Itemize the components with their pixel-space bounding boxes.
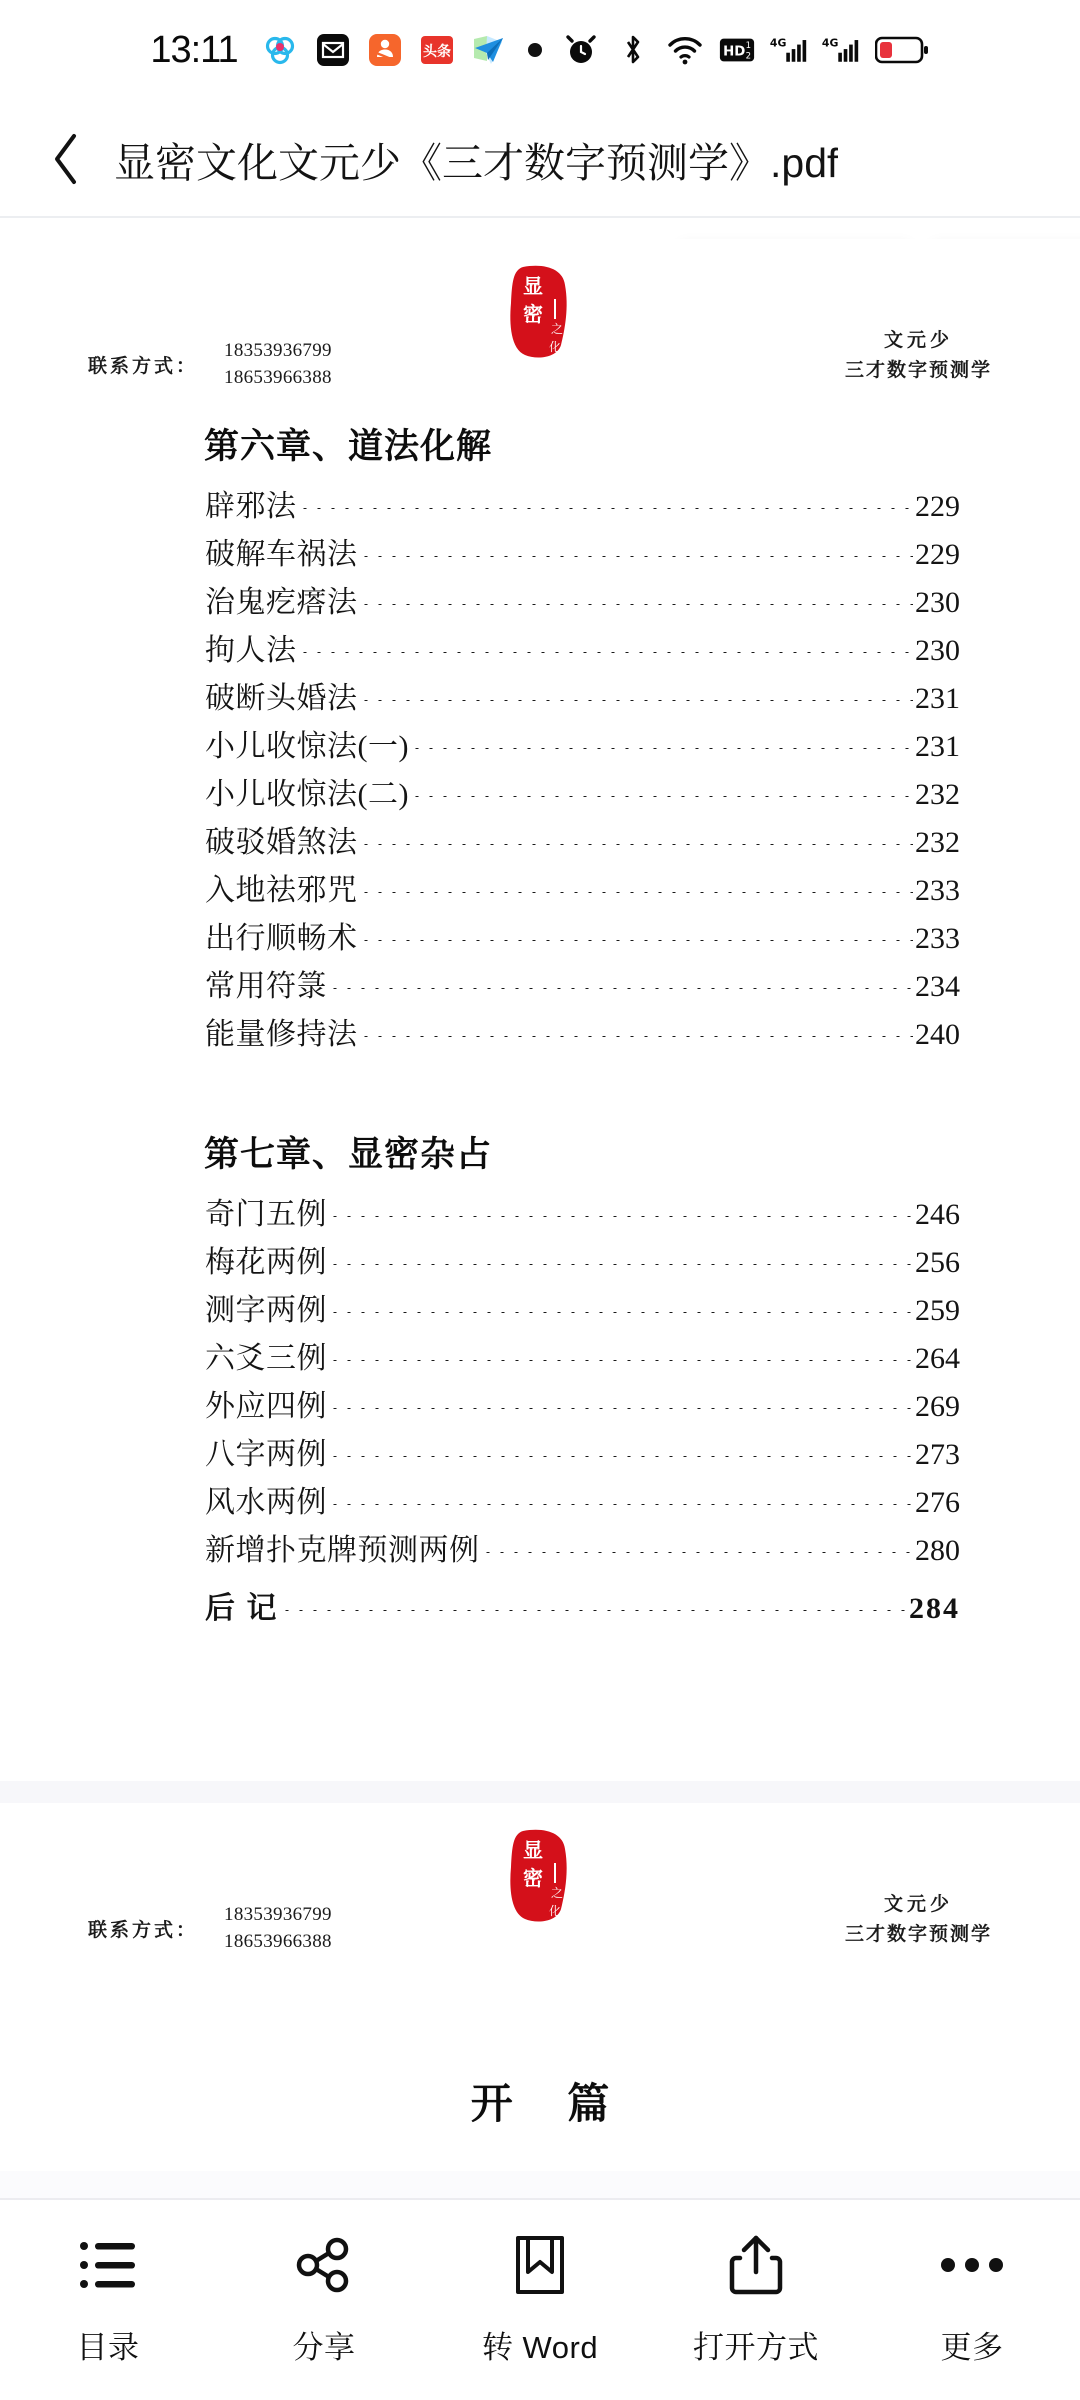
svg-text:HD: HD	[722, 44, 745, 60]
toc-row[interactable]	[205, 1525, 960, 1573]
toc-leader-dots	[359, 556, 914, 557]
toolbar-item-open-with[interactable]	[648, 2230, 864, 2367]
toc-page: 269	[915, 1390, 960, 1423]
toc-label: 小儿收惊法(二)	[205, 778, 409, 811]
phone-2: 18653966388	[224, 367, 332, 389]
toc-page: 234	[915, 970, 960, 1003]
toc-leader-dots	[328, 1216, 913, 1217]
mail-icon	[314, 31, 352, 69]
signal-4g-2-icon	[822, 31, 860, 69]
toc-leader-dots	[328, 1408, 913, 1409]
share-icon	[289, 2230, 359, 2300]
toolbar-label: 更多	[940, 2330, 1004, 2365]
toc-label: 六爻三例	[205, 1342, 327, 1375]
bluetooth-icon	[614, 31, 652, 69]
page-separator	[0, 1781, 1080, 1803]
toc-page: 273	[915, 1438, 960, 1471]
toc-row[interactable]	[205, 481, 960, 529]
toc-row[interactable]	[205, 1333, 960, 1381]
svg-text:4G: 4G	[821, 36, 839, 50]
toc-page: 264	[915, 1342, 960, 1375]
toc-row[interactable]	[205, 529, 960, 577]
toc-page: 256	[915, 1246, 960, 1279]
page-header-right	[845, 326, 992, 389]
author-name: 文元少	[883, 1894, 953, 1916]
svg-text:头条: 头条	[422, 44, 451, 60]
toc-leader-dots	[481, 1552, 914, 1553]
red-seal-stamp-icon	[503, 1827, 577, 1925]
contact-label: 联系方式：	[88, 1920, 199, 1942]
toc-label: 外应四例	[205, 1390, 327, 1423]
toolbar-item-catalog[interactable]	[0, 2230, 216, 2367]
svg-text:之: 之	[550, 322, 564, 336]
toc-label: 八字两例	[205, 1438, 327, 1471]
toc-page: 229	[915, 490, 960, 523]
toc-page: 246	[915, 1198, 960, 1231]
toc-leader-dots	[328, 1312, 913, 1313]
svg-text:之: 之	[550, 1886, 564, 1900]
contact-numbers	[224, 340, 332, 389]
toc-label: 后 记	[205, 1592, 279, 1625]
toolbar-item-to-word[interactable]	[432, 2230, 648, 2367]
book-name: 三才数字预测学	[844, 1923, 992, 1945]
toc-page: 231	[915, 730, 960, 763]
title-bar	[0, 100, 1080, 218]
toc-label: 出行顺畅术	[205, 922, 358, 955]
toc-leader-dots	[298, 508, 914, 509]
chapter-heading: 第七章、显密杂占	[204, 1135, 493, 1174]
toc-page: 229	[915, 538, 960, 571]
red-seal-stamp-icon	[503, 263, 577, 361]
author-name: 文元少	[883, 330, 953, 352]
document-title: 显密文化文元少《三才数字预测学》.pdf	[114, 139, 839, 186]
toc-label: 新增扑克牌预测两例	[205, 1534, 480, 1567]
contact-numbers	[224, 1904, 332, 1953]
table-of-contents	[0, 389, 1080, 1631]
toc-label: 能量修持法	[205, 1018, 358, 1051]
toc-label: 入地祛邪咒	[205, 874, 358, 907]
contact-block	[88, 340, 332, 389]
toc-label: 测字两例	[205, 1294, 327, 1327]
toc-leader-dots	[328, 1360, 913, 1361]
toc-leader-dots	[359, 1036, 914, 1037]
pdf-page-viewport[interactable]	[0, 239, 1080, 2198]
book-name: 三才数字预测学	[844, 359, 992, 381]
svg-text:密: 密	[523, 1866, 543, 1890]
status-time: 13:11	[150, 28, 238, 71]
page-header-right	[845, 1890, 992, 1953]
toc-page: 276	[915, 1486, 960, 1519]
toc-row[interactable]	[205, 1381, 960, 1429]
battery-icon	[874, 31, 930, 69]
svg-text:显: 显	[523, 1838, 543, 1862]
open-with-upload-icon	[721, 2230, 791, 2300]
more-ellipsis-icon	[937, 2230, 1007, 2300]
toc-leader-dots	[410, 796, 913, 797]
chapter-heading: 第六章、道法化解	[204, 427, 493, 466]
wifi-icon	[666, 31, 704, 69]
toc-row[interactable]	[205, 577, 960, 625]
toc-page: 233	[915, 874, 960, 907]
toc-page: 232	[915, 778, 960, 811]
svg-text:化: 化	[548, 340, 562, 354]
toc-row[interactable]	[205, 1237, 960, 1285]
page-running-header	[0, 239, 1080, 389]
toc-row[interactable]	[205, 1429, 960, 1477]
svg-text:2: 2	[745, 51, 751, 62]
alarm-icon	[562, 31, 600, 69]
toc-label: 破驳婚煞法	[205, 826, 358, 859]
toc-page: 230	[915, 634, 960, 667]
alipay-icon	[366, 31, 404, 69]
toc-label: 常用符箓	[205, 970, 327, 1003]
toc-leader-dots	[410, 748, 913, 749]
toolbar-label: 目录	[76, 2330, 140, 2365]
phone-1: 18353936799	[224, 340, 332, 362]
toc-row[interactable]	[205, 865, 960, 913]
toc-page: 284	[909, 1592, 960, 1625]
toc-row[interactable]	[205, 1189, 960, 1237]
toc-leader-dots	[328, 1504, 913, 1505]
contact-label: 联系方式：	[88, 356, 199, 378]
toc-page: 231	[915, 682, 960, 715]
toc-page: 240	[915, 1018, 960, 1051]
pdf-page	[0, 239, 1080, 1781]
toolbar-label: 打开方式	[693, 2330, 819, 2365]
toc-row[interactable]	[205, 769, 960, 817]
contact-block	[88, 1904, 332, 1953]
toc-label: 破解车祸法	[205, 538, 358, 571]
toc-group-chapter-6	[205, 481, 960, 1057]
pdf-page	[0, 1803, 1080, 2171]
toc-row[interactable]	[205, 961, 960, 1009]
toc-label: 拘人法	[205, 634, 297, 667]
toc-leader-dots	[359, 700, 914, 701]
toc-page: 233	[915, 922, 960, 955]
toolbar-item-share[interactable]	[216, 2230, 432, 2367]
list-icon	[73, 2230, 143, 2300]
toc-leader-dots	[280, 1610, 908, 1611]
toc-row[interactable]	[205, 673, 960, 721]
svg-text:密: 密	[523, 302, 543, 326]
toc-leader-dots	[298, 652, 914, 653]
meitu-icon	[262, 31, 300, 69]
toc-page: 232	[915, 826, 960, 859]
section-heading-openning: 开 篇	[470, 2082, 632, 2128]
toc-row-epilogue[interactable]	[205, 1583, 960, 1631]
toc-row[interactable]	[205, 1009, 960, 1057]
toc-page: 259	[915, 1294, 960, 1327]
phone-2: 18653966388	[224, 1931, 332, 1953]
toc-page: 280	[915, 1534, 960, 1567]
toc-row[interactable]	[205, 817, 960, 865]
toolbar-label: 分享	[292, 2330, 356, 2365]
dot-icon	[528, 43, 542, 57]
svg-text:4G: 4G	[769, 36, 787, 50]
toc-leader-dots	[359, 892, 914, 893]
word-doc-icon	[505, 2230, 575, 2300]
back-button[interactable]	[46, 131, 86, 187]
toc-row[interactable]	[205, 1477, 960, 1525]
toc-label: 小儿收惊法(一)	[205, 730, 409, 763]
toc-label: 辟邪法	[205, 490, 297, 523]
toc-row[interactable]	[205, 625, 960, 673]
toolbar-label: 转 Word	[481, 2330, 599, 2365]
toc-leader-dots	[359, 844, 914, 845]
page-bottom-spacer	[0, 1631, 1080, 1781]
bottom-toolbar	[0, 2198, 1080, 2400]
svg-text:1: 1	[745, 41, 751, 52]
hd-voice-icon	[718, 31, 756, 69]
toc-label: 风水两例	[205, 1486, 327, 1519]
svg-text:化: 化	[548, 1904, 562, 1918]
toc-row[interactable]	[205, 1285, 960, 1333]
phone-1: 18353936799	[224, 1904, 332, 1926]
telegram-icon	[470, 31, 508, 69]
toc-group-chapter-7	[205, 1189, 960, 1631]
toc-page: 230	[915, 586, 960, 619]
toolbar-item-more[interactable]	[864, 2230, 1080, 2367]
toc-leader-dots	[328, 988, 913, 989]
toc-label: 治鬼疙瘩法	[205, 586, 358, 619]
svg-text:显: 显	[523, 274, 543, 298]
toc-label: 破断头婚法	[205, 682, 358, 715]
status-bar	[0, 0, 1080, 100]
toc-leader-dots	[328, 1456, 913, 1457]
toc-leader-dots	[359, 604, 914, 605]
toc-row[interactable]	[205, 913, 960, 961]
toc-label: 奇门五例	[205, 1198, 327, 1231]
toutiao-icon	[418, 31, 456, 69]
page-running-header	[0, 1803, 1080, 1953]
toc-label: 梅花两例	[205, 1246, 327, 1279]
title-divider	[0, 216, 1080, 218]
toc-row[interactable]	[205, 721, 960, 769]
signal-4g-1-icon	[770, 31, 808, 69]
toc-leader-dots	[328, 1264, 913, 1265]
toc-leader-dots	[359, 940, 914, 941]
